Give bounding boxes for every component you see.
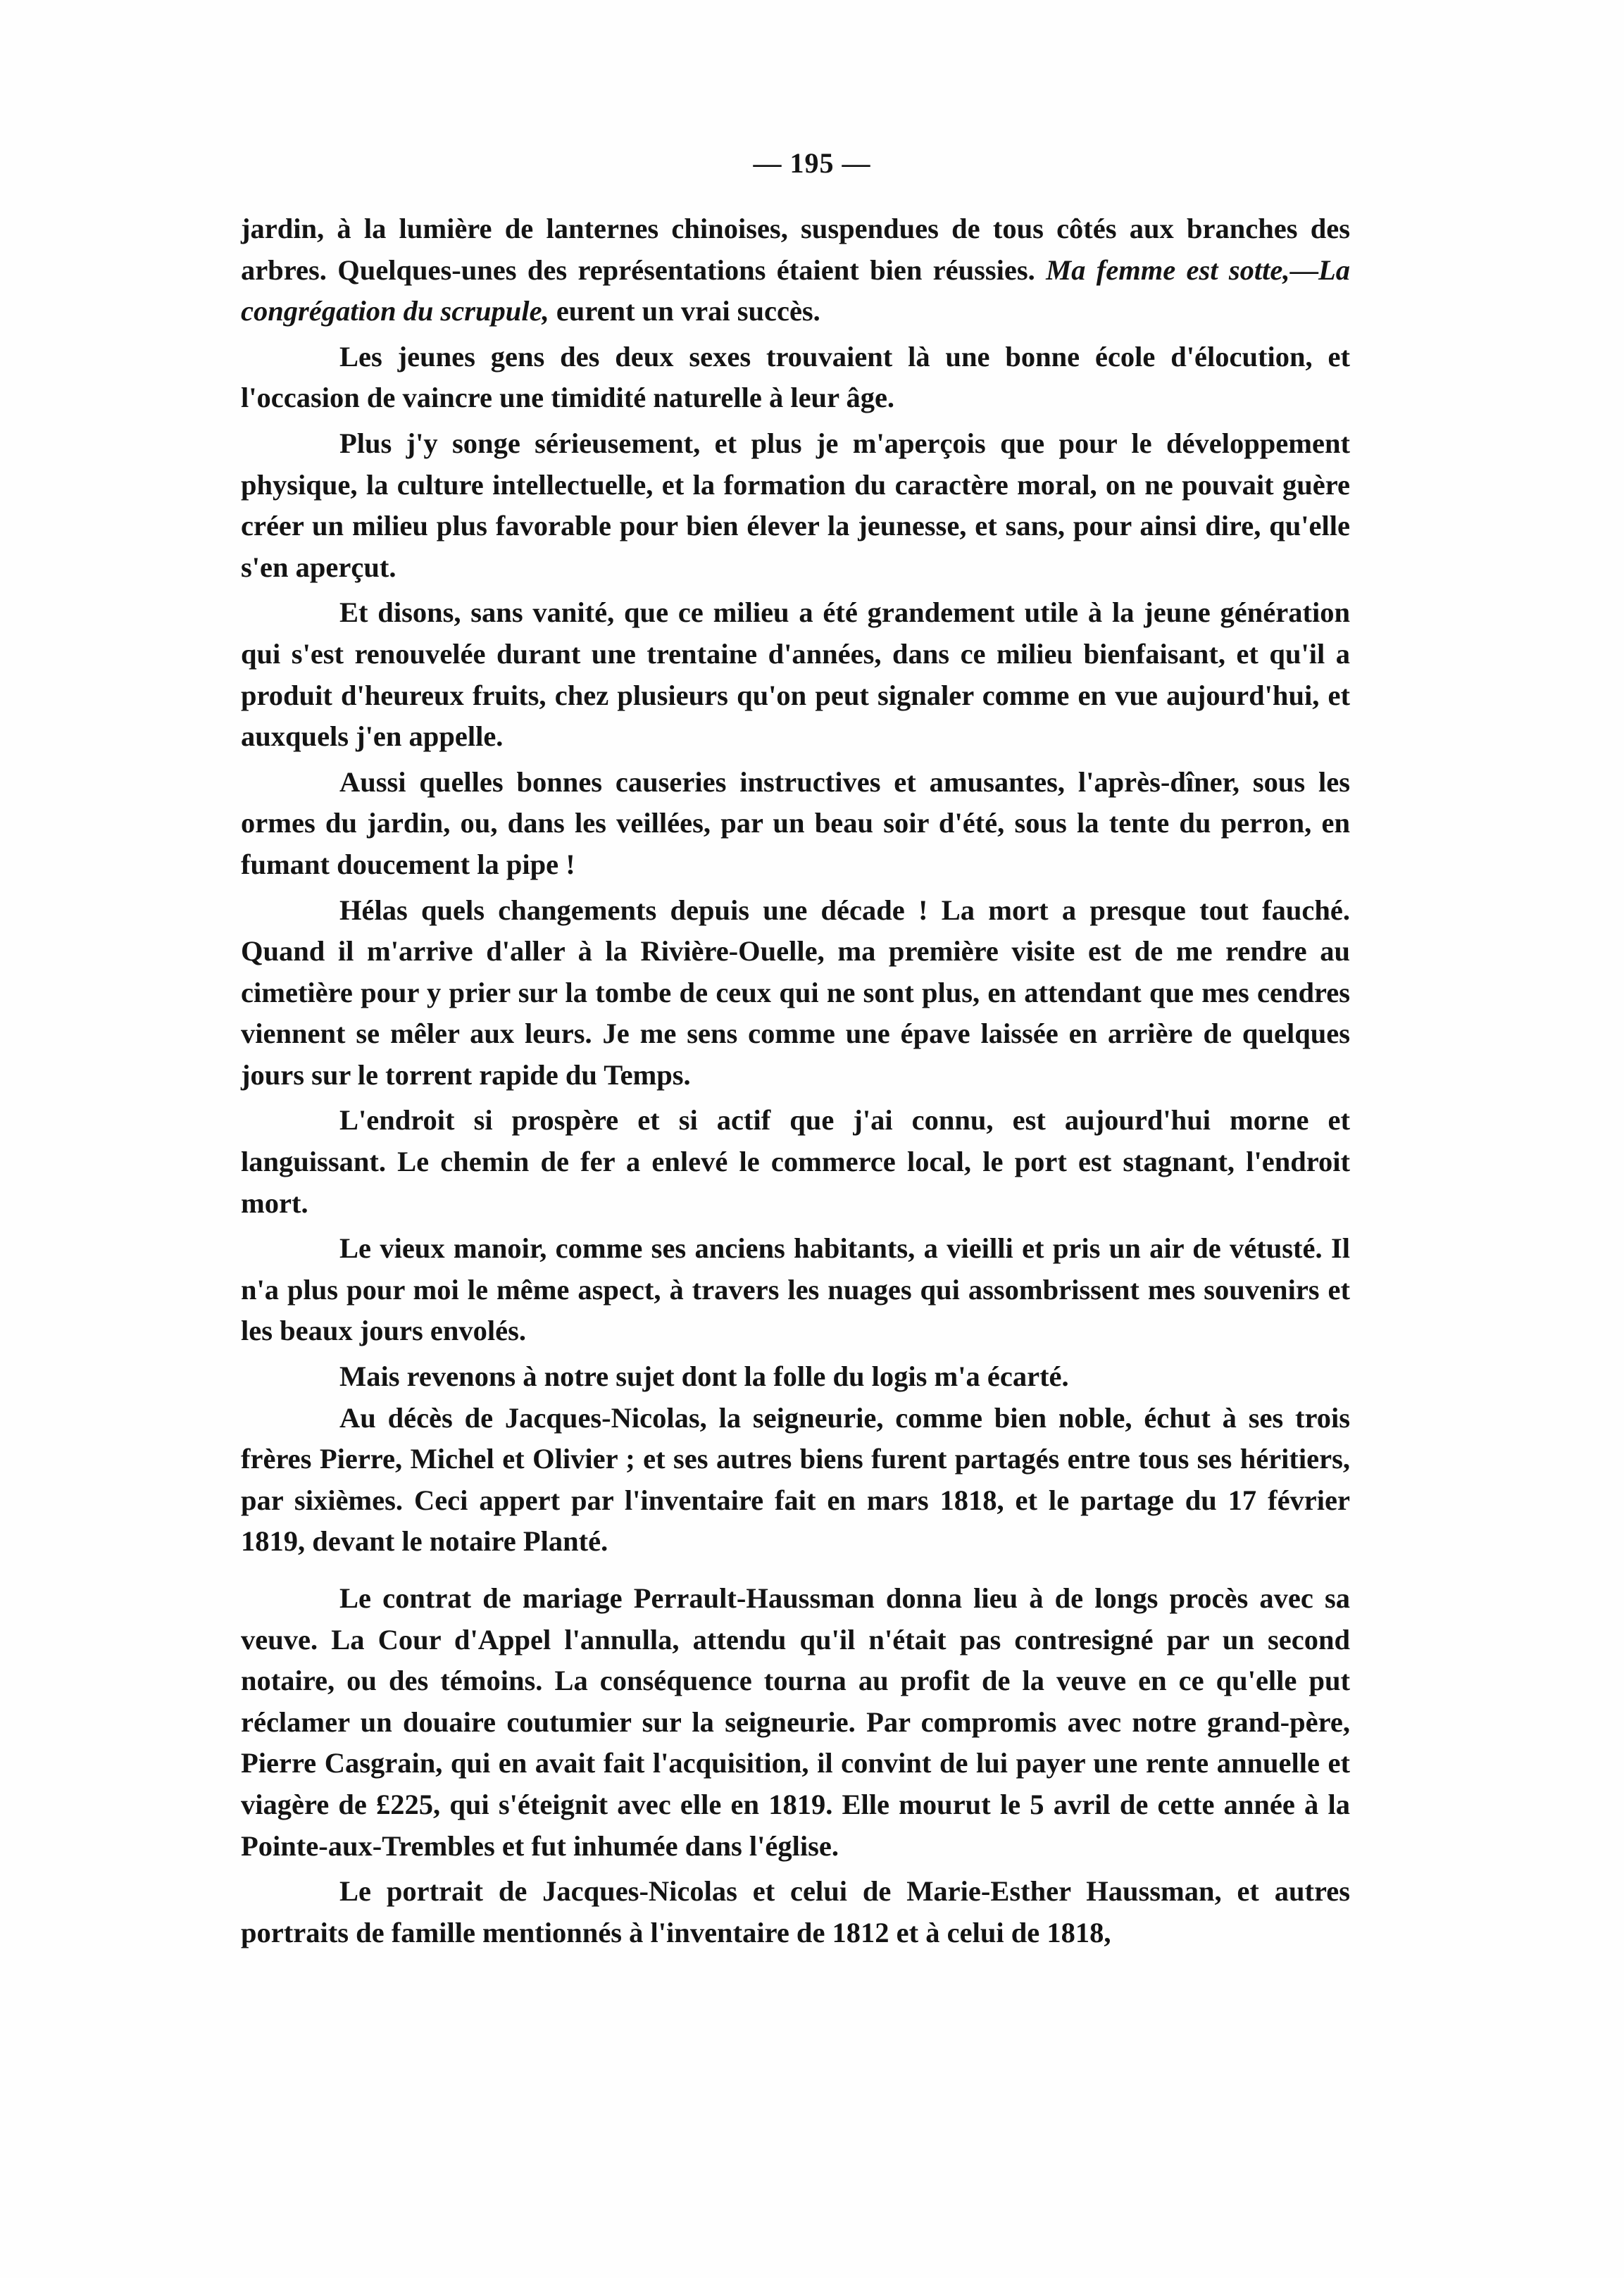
paragraph-1-text: jardin, à la lumière de lanternes chinoises, suspendues de tous côtés aux branches des arbres. Quelques-unes des représentations étaient bien réussies.	[241, 213, 1350, 286]
paragraph-5: Aussi quelles bonnes causeries instructives et amusantes, l'après-dîner, sous les ormes du jardin, ou, dans les veillées, par un beau soir d'été, sous la tente du perron, en fumant doucement la pipe !	[241, 765, 1350, 880]
play-title-2: La congrégation du scrupule,	[241, 254, 1350, 327]
page-number: — 195 —	[753, 147, 871, 179]
play-title-1: Ma femme est sotte,	[1046, 254, 1290, 286]
em-dash: —	[1289, 254, 1318, 286]
paragraph-12: Le portrait de Jacques-Nicolas et celui de Marie-Esther Haussman, et autres portraits de famille mentionnés à l'inventaire de 1812 et à celui de 1818,	[241, 1875, 1350, 1948]
paragraph-7: L'endroit si prospère et si actif que j'ai connu, est aujourd'hui morne et languissant. Le chemin de fer a enlevé le commerce local, le port est stagnant, l'endroit mort.	[241, 1104, 1350, 1219]
paragraph-10: Au décès de Jacques-Nicolas, la seigneurie, comme bien noble, échut à ses trois frères Pierre, Michel et Olivier ; et ses autres biens furent partagés entre tous ses héritiers, par sixièmes. Ceci appert par l'inventaire fait en mars 1818, et le partage du 17 février 1819, devant le notaire Planté.	[241, 1401, 1350, 1558]
paragraph-1-end: eurent un vrai succès.	[549, 295, 820, 327]
paragraph-2: Les jeunes gens des deux sexes trouvaient là une bonne école d'élocution, et l'occasion de vaincre une timidité naturelle à leur âge.	[241, 340, 1350, 414]
paragraph-4: Et disons, sans vanité, que ce milieu a été grandement utile à la jeune génération qui s'est renouvelée durant une trentaine d'années, dans ce milieu bienfaisant, et qu'il a produit d'heureux fruits, chez plusieurs qu'on peut signaler comme en vue aujourd'hui, et auxquels j'en appelle.	[241, 596, 1350, 753]
body-text	[241, 208, 1350, 1953]
paragraph-11: Le contrat de mariage Perrault-Haussman donna lieu à de longs procès avec sa veuve. La Cour d'Appel l'annulla, attendu qu'il n'était pas contresigné par un second notaire, ou des témoins. La conséquence tourna au profit de la veuve en ce qu'elle put réclamer un douaire coutumier sur la seigneurie. Par compromis avec notre grand-père, Pierre Casgrain, qui en avait fait l'acquisition, il convint de lui payer une rente annuelle et viagère de £225, qui s'éteignit avec elle en 1819. Elle mourut le 5 avril de cette année à la Pointe-aux-Trembles et fut inhumée dans l'église.	[241, 1582, 1350, 1862]
paragraph-8: Le vieux manoir, comme ses anciens habitants, a vieilli et pris un air de vétusté. Il n'a plus pour moi le même aspect, à travers les nuages qui assombrissent mes souvenirs et les beaux jours envolés.	[241, 1232, 1350, 1347]
paragraph-9: Mais revenons à notre sujet dont la folle du logis m'a écarté.	[339, 1360, 1069, 1393]
paragraph-6: Hélas quels changements depuis une décade ! La mort a presque tout fauché. Quand il m'arrive d'aller à la Rivière-Ouelle, ma première visite est de me rendre au cimetière pour y prier sur la tombe de ceux qui ne sont plus, en attendant que mes cendres viennent se mêler aux leurs. Je me sens comme une épave laissée en arrière de quelques jours sur le torrent rapide du Temps.	[241, 894, 1350, 1091]
paragraph-1	[241, 208, 1350, 332]
paragraph-3: Plus j'y songe sérieusement, et plus je m'aperçois que pour le développement physique, la culture intellectuelle, et la formation du caractère moral, on ne pouvait guère créer un milieu plus favorable pour bien élever la jeunesse, et sans, pour ainsi dire, qu'elle s'en aperçut.	[241, 427, 1350, 583]
